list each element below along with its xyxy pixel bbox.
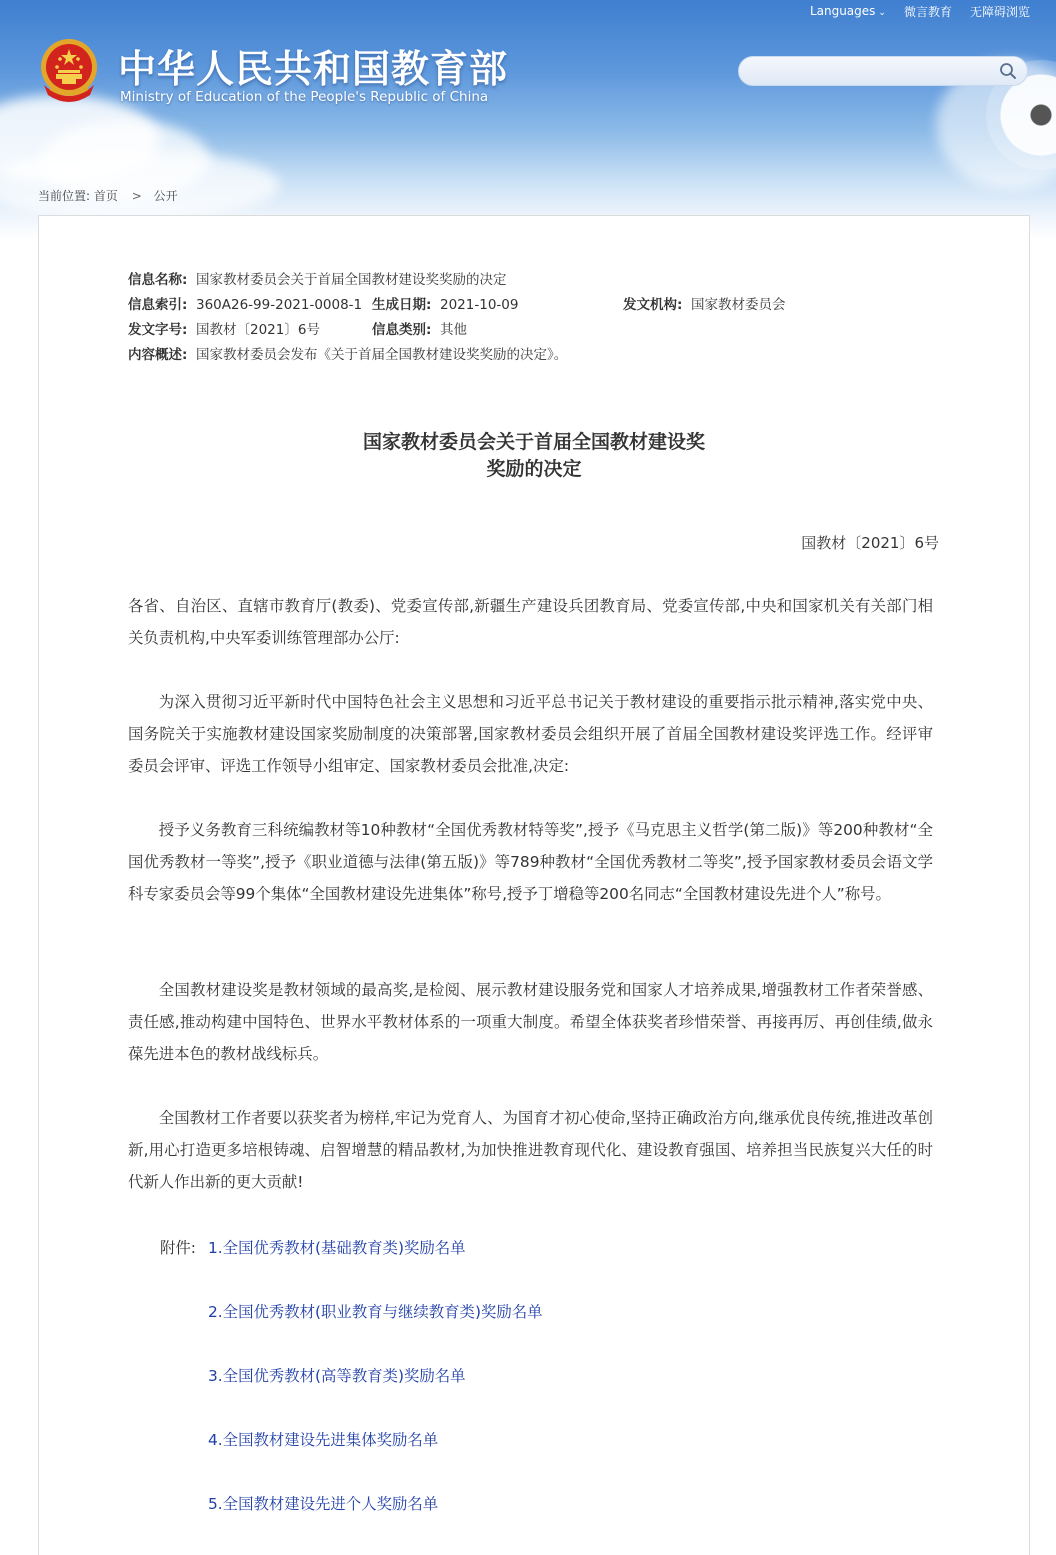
meta-category-label: 信息类别: xyxy=(372,322,432,338)
body-paragraph: 全国教材建设奖是教材领域的最高奖,是检阅、展示教材建设服务党和国家人才培养成果,增强教材工作者荣誉感、责任感,推动构建中国特色、世界水平教材体系的一项重大制度。希望全体获奖者珍惜荣誉、再接再厉、再创佳绩,做永葆先进本色的教材战线标兵。 xyxy=(128,981,933,1063)
meta-category-value: 其他 xyxy=(440,322,467,338)
document-title xyxy=(39,429,1029,483)
meta-row-docno xyxy=(128,318,467,338)
meta-summary-value: 国家教材委员会发布《关于首届全国教材建设奖奖励的决定》。 xyxy=(196,347,568,363)
meta-row-name xyxy=(128,268,507,288)
attachment-link-1[interactable]: 1.全国优秀教材(基础教育类)奖励名单 xyxy=(208,1239,466,1257)
meta-docno-label: 发文字号: xyxy=(128,322,188,338)
search-icon[interactable] xyxy=(999,62,1017,80)
search-input[interactable] xyxy=(753,61,997,83)
attachments-label: 附件: xyxy=(160,1239,196,1257)
meta-row-index xyxy=(128,293,786,313)
document-title-line2: 奖励的决定 xyxy=(486,458,582,480)
chevron-down-icon: ⌄ xyxy=(878,8,886,18)
breadcrumb xyxy=(38,187,178,204)
document-title-line1: 国家教材委员会关于首届全国教材建设奖 xyxy=(362,431,705,453)
meta-name-value: 国家教材委员会关于首届全国教材建设奖奖励的决定 xyxy=(196,272,507,288)
meta-index-label: 信息索引: xyxy=(128,297,188,313)
cloud-decoration xyxy=(0,150,280,220)
attachment-link-3[interactable]: 3.全国优秀教材(高等教育类)奖励名单 xyxy=(208,1367,466,1385)
body-paragraph: 全国教材工作者要以获奖者为榜样,牢记为党育人、为国育才初心使命,坚持正确政治方向,继承优良传统,推进改革创新,用心打造更多培根铸魂、启智增慧的精品教材,为加快推进教育现代化、建设教育强国、培养担当民族复兴大任的时代新人作出新的更大贡献! xyxy=(128,1109,933,1191)
top-links xyxy=(810,2,1030,20)
accessibility-link[interactable]: 无障碍浏览 xyxy=(969,4,1030,19)
search-box xyxy=(738,56,1028,86)
meta-org-value: 国家教材委员会 xyxy=(691,297,786,313)
header-banner xyxy=(0,0,1056,240)
site-subtitle: Ministry of Education of the People's Republic of China xyxy=(120,89,489,105)
meta-date-value: 2021-10-09 xyxy=(440,297,519,313)
attachment-link-5[interactable]: 5.全国教材建设先进个人奖励名单 xyxy=(208,1495,439,1513)
content-card xyxy=(38,215,1030,1555)
addressee-paragraph: 各省、自治区、直辖市教育厅(教委)、党委宣传部,新疆生产建设兵团教育局、党委宣传部,中央和国家机关有关部门相关负责机构,中央军委训练管理部办公厅: xyxy=(128,597,933,647)
breadcrumb-label: 当前位置: xyxy=(38,189,91,203)
meta-name-label: 信息名称: xyxy=(128,272,188,288)
attachment-link-2[interactable]: 2.全国优秀教材(职业教育与继续教育类)奖励名单 xyxy=(208,1303,543,1321)
languages-label: Languages xyxy=(809,4,876,18)
meta-summary-label: 内容概述: xyxy=(128,347,188,363)
body-paragraph: 授予义务教育三科统编教材等10种教材“全国优秀教材特等奖”,授予《马克思主义哲学(第二版)》等200种教材“全国优秀教材一等奖”,授予《职业道德与法律(第五版)》等789种教材“全国优秀教材二等奖”,授予国家教材委员会语文学科专家委员会等99个集体“全国教材建设先进集体”称号,授予丁增稳等200名同志“全国教材建设先进个人”称号。 xyxy=(128,821,933,903)
meta-org-label: 发文机构: xyxy=(623,297,683,313)
languages-link[interactable] xyxy=(810,4,886,18)
meta-docno-value: 国教材〔2021〕6号 xyxy=(196,322,320,338)
attachment-link-4[interactable]: 4.全国教材建设先进集体奖励名单 xyxy=(208,1431,439,1449)
site-title[interactable]: 中华人民共和国教育部 xyxy=(118,47,509,91)
meta-index-value: 360A26-99-2021-0008-1 xyxy=(196,297,363,313)
body-paragraph: 为深入贯彻习近平新时代中国特色社会主义思想和习近平总书记关于教材建设的重要指示批示精神,落实党中央、国务院关于实施教材建设国家奖励制度的决策部署,国家教材委员会组织开展了首届全国教材建设奖评选工作。经评审委员会评审、评选工作领导小组审定、国家教材委员会批准,决定: xyxy=(128,693,933,775)
breadcrumb-separator: > xyxy=(131,189,142,203)
breadcrumb-current-link[interactable]: 公开 xyxy=(153,189,178,203)
meta-date-label: 生成日期: xyxy=(372,297,432,313)
breadcrumb-home-link[interactable]: 首页 xyxy=(93,189,118,203)
meta-row-summary xyxy=(128,343,567,363)
document-number: 国教材〔2021〕6号 xyxy=(801,534,939,552)
weibo-link[interactable]: 微言教育 xyxy=(903,4,952,19)
national-emblem-icon[interactable] xyxy=(38,37,100,107)
